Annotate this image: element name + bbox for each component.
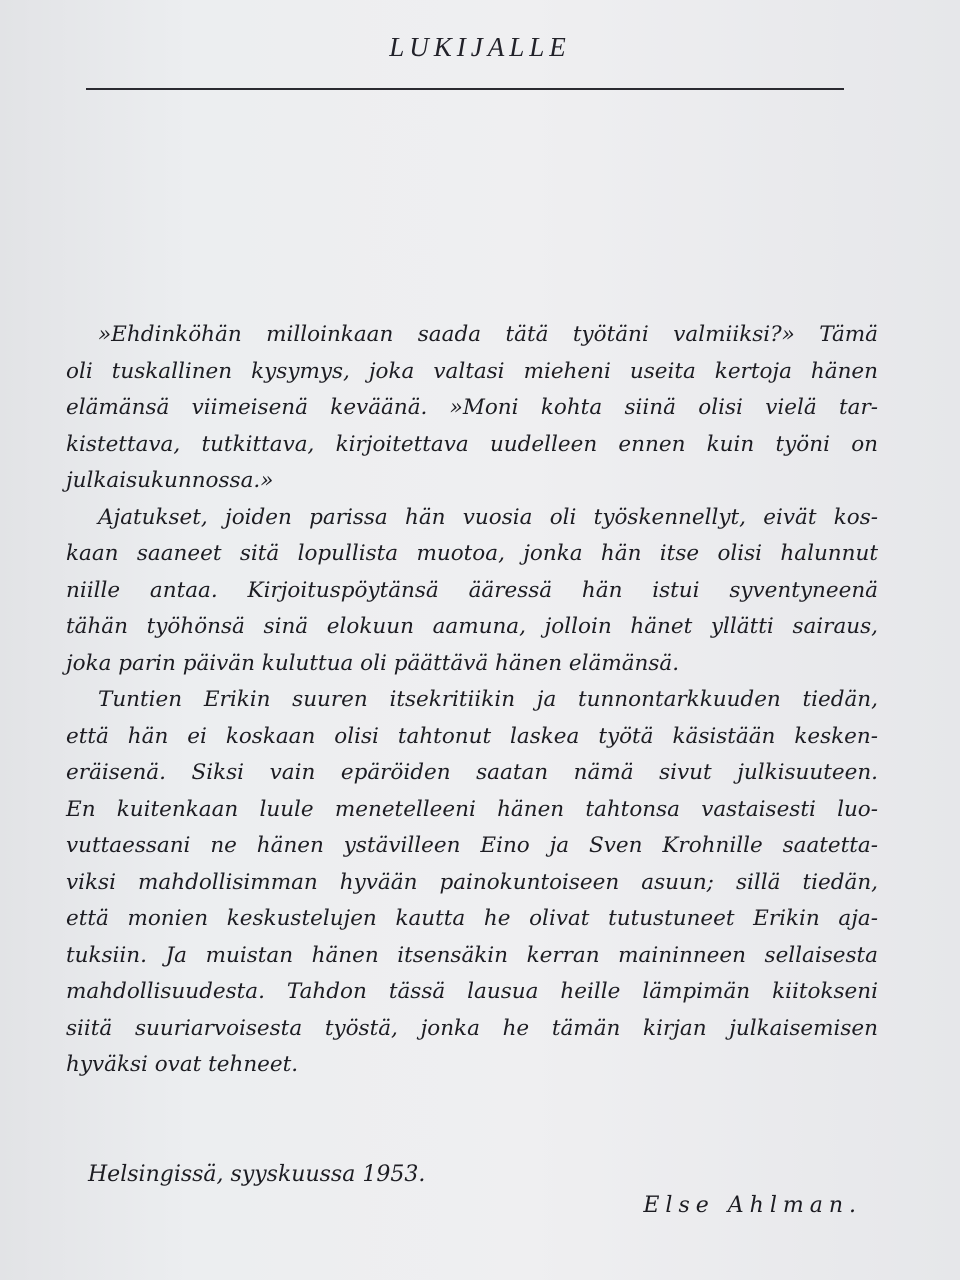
text-line: »Ehdinköhän milloinkaan saada tätä työtäni valmiiksi?» Tämä <box>98 322 878 347</box>
text-line: En kuitenkaan luule menetelleeni hänen tahtonsa vastaisesti luo- <box>66 796 878 822</box>
text-line: että hän ei koskaan olisi tahtonut laskea työtä käsistään kesken- <box>66 723 878 749</box>
text-line: hyväksi ovat tehneet. <box>66 1052 299 1077</box>
text-line: julkaisukunnossa.» <box>66 468 274 493</box>
text-line: elämänsä viimeisenä keväänä. »Moni kohta siinä olisi vielä tar- <box>66 395 878 420</box>
page-heading: LUKIJALLE <box>389 32 571 62</box>
text-line: vuttaessani ne hänen ystävilleen Eino ja Sven Krohnille saatetta- <box>66 833 878 858</box>
text-line: tähän työhönsä sinä elokuun aamuna, jolloin hänet yllätti sairaus, <box>66 614 878 639</box>
text-line: mahdollisuudesta. Tahdon tässä lausua heille lämpimän kiitokseni <box>66 979 878 1004</box>
text-line: niille antaa. Kirjoituspöytänsä ääressä hän istui syventyneenä <box>66 577 878 603</box>
text-line: kistettava, tutkittava, kirjoitettava uudelleen ennen kuin työni on <box>66 431 878 457</box>
place-date: Helsingissä, syyskuussa 1953. <box>88 1162 426 1187</box>
text-line: viksi mahdollisimman hyvään painokuntoiseen asuun; sillä tiedän, <box>66 869 878 895</box>
text-line: kaan saaneet sitä lopullista muotoa, jonka hän itse olisi halunnut <box>66 541 878 566</box>
foreword-text <box>66 317 878 1084</box>
text-line: siitä suuriarvoisesta työstä, jonka he tämän kirjan julkaisemisen <box>66 1015 878 1041</box>
text-line: Tuntien Erikin suuren itsekritiikin ja tunnontarkkuuden tiedän, <box>98 687 878 712</box>
text-line: Ajatukset, joiden parissa hän vuosia oli työskennellyt, eivät kos- <box>98 504 878 530</box>
heading-rule <box>86 88 844 90</box>
text-line: oli tuskallinen kysymys, joka valtasi mieheni useita kertoja hänen <box>66 358 878 384</box>
text-line: eräisenä. Siksi vain epäröiden saatan nämä sivut julkisuuteen. <box>66 760 878 785</box>
signature: Else Ahlman. <box>643 1193 862 1218</box>
text-line: että monien keskustelujen kautta he olivat tutustuneet Erikin aja- <box>66 906 878 931</box>
text-line: tuksiin. Ja muistan hänen itsensäkin kerran maininneen sellaisesta <box>66 942 878 968</box>
text-line: joka parin päivän kuluttua oli päättävä hänen elämänsä. <box>66 650 680 676</box>
